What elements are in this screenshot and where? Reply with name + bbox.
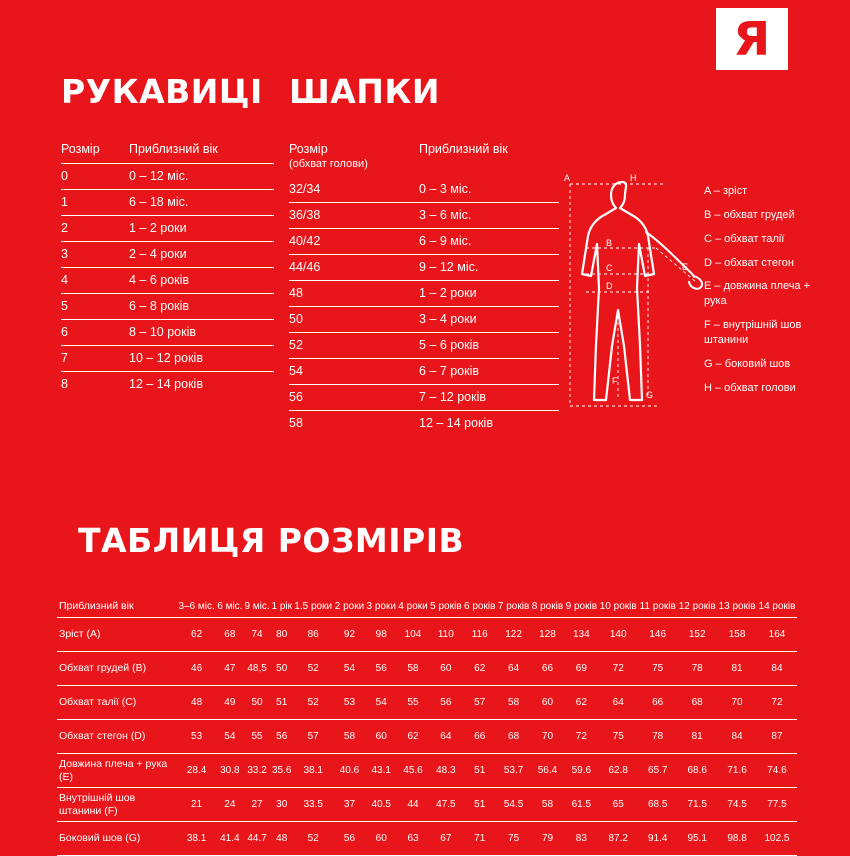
cell: 84 xyxy=(717,720,757,754)
cell-age: 10 – 12 років xyxy=(129,351,203,365)
cell: 33.5 xyxy=(293,788,334,822)
col-header: 10 років xyxy=(598,578,638,618)
table-row xyxy=(61,294,274,320)
legend-item: B – обхват грудей xyxy=(704,208,795,221)
hats-section-title: ШАПКИ xyxy=(289,72,441,111)
cell: 43.1 xyxy=(365,754,397,788)
cell-age: 6 – 18 міс. xyxy=(129,195,189,209)
cell: 164 xyxy=(757,618,797,652)
table-row xyxy=(289,307,559,333)
cell: 68.6 xyxy=(677,754,717,788)
cell: 40.6 xyxy=(334,754,366,788)
table-row xyxy=(61,190,274,216)
row-label: Обхват стегон (D) xyxy=(57,720,177,754)
cell: 37 xyxy=(334,788,366,822)
cell-size: 54 xyxy=(289,364,303,379)
table-row xyxy=(61,242,274,268)
cell: 54 xyxy=(334,652,366,686)
col-header: 9 років xyxy=(564,578,598,618)
gloves-header-size: Розмір xyxy=(61,142,100,156)
cell: 71 xyxy=(463,822,497,856)
table-row xyxy=(289,281,559,307)
cell: 69 xyxy=(564,652,598,686)
table-row xyxy=(289,177,559,203)
cell: 56 xyxy=(334,822,366,856)
cell: 74 xyxy=(243,618,270,652)
cell-size: 48 xyxy=(289,286,303,301)
cell: 45.6 xyxy=(397,754,429,788)
size-chart-title: ТАБЛИЦЯ РОЗМІРІВ xyxy=(78,521,465,560)
cell: 24 xyxy=(216,788,243,822)
cell-size: 0 xyxy=(61,169,68,183)
cell: 116 xyxy=(463,618,497,652)
cell: 91.4 xyxy=(638,822,677,856)
col-header: 8 років xyxy=(531,578,565,618)
cell: 80 xyxy=(271,618,293,652)
cell-age: 3 – 4 роки xyxy=(419,312,477,327)
cell: 102.5 xyxy=(757,822,797,856)
gloves-header-age: Приблизний вік xyxy=(129,142,218,156)
cell: 60 xyxy=(531,686,565,720)
cell-size: 1 xyxy=(61,195,68,209)
cell: 79 xyxy=(531,822,565,856)
cell: 81 xyxy=(717,652,757,686)
cell-age: 0 – 3 міс. xyxy=(419,182,472,197)
cell: 128 xyxy=(531,618,565,652)
figure-label-b: B xyxy=(606,238,613,248)
legend-item: C – обхват талії xyxy=(704,232,785,245)
cell: 38.1 xyxy=(177,822,216,856)
cell: 70 xyxy=(531,720,565,754)
cell: 64 xyxy=(598,686,638,720)
gloves-section-title: РУКАВИЦІ xyxy=(61,72,263,111)
cell: 27 xyxy=(243,788,270,822)
cell-size: 3 xyxy=(61,247,68,261)
cell: 50 xyxy=(243,686,270,720)
cell: 152 xyxy=(677,618,717,652)
cell-age: 0 – 12 міс. xyxy=(129,169,189,183)
cell: 68 xyxy=(216,618,243,652)
cell: 62 xyxy=(463,652,497,686)
col-header: 9 міс. xyxy=(243,578,270,618)
cell: 92 xyxy=(334,618,366,652)
cell: 28.4 xyxy=(177,754,216,788)
cell: 44.7 xyxy=(243,822,270,856)
col-header: 2 роки xyxy=(334,578,366,618)
figure-label-d: D xyxy=(606,281,613,291)
cell: 53.7 xyxy=(497,754,531,788)
cell-size: 5 xyxy=(61,299,68,313)
cell-age: 6 – 8 років xyxy=(129,299,190,313)
body-measurement-figure xyxy=(560,170,715,420)
cell: 140 xyxy=(598,618,638,652)
cell: 71.6 xyxy=(717,754,757,788)
cell-size: 58 xyxy=(289,416,303,431)
cell: 75 xyxy=(497,822,531,856)
figure-label-f: F xyxy=(612,376,618,386)
hats-table-header xyxy=(289,142,559,177)
cell: 35.6 xyxy=(271,754,293,788)
table-row xyxy=(57,822,797,856)
cell: 81 xyxy=(677,720,717,754)
cell: 54.5 xyxy=(497,788,531,822)
cell-size: 52 xyxy=(289,338,303,353)
cell: 110 xyxy=(429,618,463,652)
col-header: 7 років xyxy=(497,578,531,618)
cell: 66 xyxy=(638,686,677,720)
cell: 57 xyxy=(463,686,497,720)
cell-size: 36/38 xyxy=(289,208,321,223)
col-header: 4 роки xyxy=(397,578,429,618)
row-label: Обхват грудей (B) xyxy=(57,652,177,686)
cell: 21 xyxy=(177,788,216,822)
table-row xyxy=(61,216,274,242)
cell: 56 xyxy=(271,720,293,754)
cell: 66 xyxy=(463,720,497,754)
cell: 55 xyxy=(243,720,270,754)
cell: 38.1 xyxy=(293,754,334,788)
legend-item: F – внутрішній шов штанини xyxy=(704,319,802,346)
cell: 72 xyxy=(757,686,797,720)
cell: 95.1 xyxy=(677,822,717,856)
cell: 70 xyxy=(717,686,757,720)
table-row xyxy=(289,255,559,281)
table-row xyxy=(61,346,274,372)
cell: 48 xyxy=(271,822,293,856)
figure-legend xyxy=(704,184,834,404)
cell: 65 xyxy=(598,788,638,822)
cell: 55 xyxy=(397,686,429,720)
table-row xyxy=(289,411,559,436)
cell-age: 12 – 14 років xyxy=(419,416,493,431)
figure-label-g: G xyxy=(646,390,654,400)
cell-size: 50 xyxy=(289,312,303,327)
figure-label-c: C xyxy=(606,263,613,273)
table-row xyxy=(289,359,559,385)
col-header: 14 років xyxy=(757,578,797,618)
table-row xyxy=(57,686,797,720)
cell: 66 xyxy=(531,652,565,686)
table-row xyxy=(61,268,274,294)
cell: 74.5 xyxy=(717,788,757,822)
col-header: 6 років xyxy=(463,578,497,618)
cell: 104 xyxy=(397,618,429,652)
cell: 53 xyxy=(177,720,216,754)
col-header: 12 років xyxy=(677,578,717,618)
cell: 44 xyxy=(397,788,429,822)
table-row xyxy=(57,788,797,822)
figure-label-a: A xyxy=(564,173,571,183)
cell-size: 7 xyxy=(61,351,68,365)
cell: 86 xyxy=(293,618,334,652)
hats-table xyxy=(289,142,559,436)
cell: 48.3 xyxy=(429,754,463,788)
cell: 57 xyxy=(293,720,334,754)
cell-age: 1 – 2 роки xyxy=(419,286,477,301)
cell: 52 xyxy=(293,686,334,720)
cell-size: 56 xyxy=(289,390,303,405)
cell: 72 xyxy=(598,652,638,686)
table-row xyxy=(289,203,559,229)
cell: 58 xyxy=(531,788,565,822)
cell: 74.6 xyxy=(757,754,797,788)
size-chart-header-row xyxy=(57,578,797,618)
cell: 58 xyxy=(334,720,366,754)
legend-item: A – зріст xyxy=(704,185,748,197)
cell: 47 xyxy=(216,652,243,686)
size-chart-table xyxy=(57,578,797,856)
cell: 56.4 xyxy=(531,754,565,788)
table-row xyxy=(61,372,274,397)
cell-size: 32/34 xyxy=(289,182,321,197)
cell: 146 xyxy=(638,618,677,652)
cell-age: 8 – 10 років xyxy=(129,325,197,339)
cell: 60 xyxy=(365,822,397,856)
legend-item: E – довжина плеча + рука xyxy=(704,280,811,308)
cell-size: 44/46 xyxy=(289,260,321,275)
cell: 52 xyxy=(293,822,334,856)
cell: 47.5 xyxy=(429,788,463,822)
cell: 41.4 xyxy=(216,822,243,856)
cell: 158 xyxy=(717,618,757,652)
size-chart-row-header: Приблизний вік xyxy=(57,578,177,618)
table-row xyxy=(57,754,797,788)
table-row xyxy=(61,163,274,190)
cell: 72 xyxy=(564,720,598,754)
cell: 84 xyxy=(757,652,797,686)
cell: 56 xyxy=(365,652,397,686)
cell: 51 xyxy=(463,788,497,822)
cell: 134 xyxy=(564,618,598,652)
cell: 64 xyxy=(429,720,463,754)
legend-item: G – боковий шов xyxy=(704,357,791,370)
cell: 77.5 xyxy=(757,788,797,822)
cell: 68 xyxy=(677,686,717,720)
row-label: Зріст (A) xyxy=(57,618,177,652)
cell: 33.2 xyxy=(243,754,270,788)
cell: 51 xyxy=(271,686,293,720)
table-row xyxy=(61,320,274,346)
cell: 53 xyxy=(334,686,366,720)
figure-label-e: E xyxy=(682,262,689,272)
legend-item: D – обхват стегон xyxy=(704,256,794,269)
gloves-table xyxy=(61,142,274,397)
col-header: 5 років xyxy=(429,578,463,618)
col-header: 11 років xyxy=(638,578,677,618)
cell-age: 6 – 9 міс. xyxy=(419,234,472,249)
cell: 61.5 xyxy=(564,788,598,822)
cell: 83 xyxy=(564,822,598,856)
cell-size: 40/42 xyxy=(289,234,321,249)
cell: 75 xyxy=(598,720,638,754)
cell-age: 9 – 12 міс. xyxy=(419,260,479,275)
body-figure-svg xyxy=(560,170,715,420)
cell: 46 xyxy=(177,652,216,686)
cell: 49 xyxy=(216,686,243,720)
brand-logo-letter: Я xyxy=(733,12,771,66)
col-header: 13 років xyxy=(717,578,757,618)
cell: 51 xyxy=(463,754,497,788)
cell: 54 xyxy=(216,720,243,754)
table-row xyxy=(289,229,559,255)
col-header: 6 міс. xyxy=(216,578,243,618)
cell: 62 xyxy=(564,686,598,720)
cell: 122 xyxy=(497,618,531,652)
hats-header-size-sub: (обхват голови) xyxy=(289,158,368,170)
legend-item: H – обхват голови xyxy=(704,381,796,394)
row-label: Довжина плеча + рука (E) xyxy=(57,754,177,788)
col-header: 1 рік xyxy=(271,578,293,618)
cell: 60 xyxy=(429,652,463,686)
col-header: 1.5 роки xyxy=(293,578,334,618)
gloves-table-header xyxy=(61,142,274,163)
row-label: Боковий шов (G) xyxy=(57,822,177,856)
cell: 48 xyxy=(177,686,216,720)
cell: 65.7 xyxy=(638,754,677,788)
cell: 68 xyxy=(497,720,531,754)
cell: 87 xyxy=(757,720,797,754)
figure-label-h: H xyxy=(630,173,637,183)
cell: 52 xyxy=(293,652,334,686)
cell-age: 1 – 2 роки xyxy=(129,221,187,235)
cell: 67 xyxy=(429,822,463,856)
hats-header-size-label: Розмір xyxy=(289,142,328,156)
cell-age: 6 – 7 років xyxy=(419,364,480,379)
cell: 64 xyxy=(497,652,531,686)
cell: 58 xyxy=(397,652,429,686)
table-row xyxy=(57,652,797,686)
cell: 58 xyxy=(497,686,531,720)
cell: 30.8 xyxy=(216,754,243,788)
cell: 62 xyxy=(397,720,429,754)
cell: 62.8 xyxy=(598,754,638,788)
cell: 54 xyxy=(365,686,397,720)
hats-header-age: Приблизний вік xyxy=(419,142,508,156)
row-label: Обхват талії (C) xyxy=(57,686,177,720)
cell: 30 xyxy=(271,788,293,822)
cell: 60 xyxy=(365,720,397,754)
table-row xyxy=(289,385,559,411)
hats-header-size xyxy=(289,142,419,171)
cell-size: 4 xyxy=(61,273,68,287)
row-label: Внутрішній шов штанини (F) xyxy=(57,788,177,822)
cell: 78 xyxy=(638,720,677,754)
cell: 98 xyxy=(365,618,397,652)
cell: 87.2 xyxy=(598,822,638,856)
cell: 71.5 xyxy=(677,788,717,822)
cell: 63 xyxy=(397,822,429,856)
cell: 56 xyxy=(429,686,463,720)
cell-age: 12 – 14 років xyxy=(129,377,203,391)
cell-age: 2 – 4 роки xyxy=(129,247,187,261)
cell: 59.6 xyxy=(564,754,598,788)
brand-logo xyxy=(716,8,788,70)
table-row xyxy=(57,618,797,652)
cell-age: 5 – 6 років xyxy=(419,338,480,353)
cell: 75 xyxy=(638,652,677,686)
cell: 68.5 xyxy=(638,788,677,822)
cell-size: 8 xyxy=(61,377,68,391)
cell: 98.8 xyxy=(717,822,757,856)
cell-size: 6 xyxy=(61,325,68,339)
cell: 78 xyxy=(677,652,717,686)
cell: 62 xyxy=(177,618,216,652)
col-header: 3 роки xyxy=(365,578,397,618)
cell-size: 2 xyxy=(61,221,68,235)
table-row xyxy=(57,720,797,754)
cell-age: 3 – 6 міс. xyxy=(419,208,472,223)
cell: 48,5 xyxy=(243,652,270,686)
cell-age: 7 – 12 років xyxy=(419,390,487,405)
cell: 50 xyxy=(271,652,293,686)
table-row xyxy=(289,333,559,359)
col-header: 3–6 міс. xyxy=(177,578,216,618)
cell: 40.5 xyxy=(365,788,397,822)
cell-age: 4 – 6 років xyxy=(129,273,190,287)
